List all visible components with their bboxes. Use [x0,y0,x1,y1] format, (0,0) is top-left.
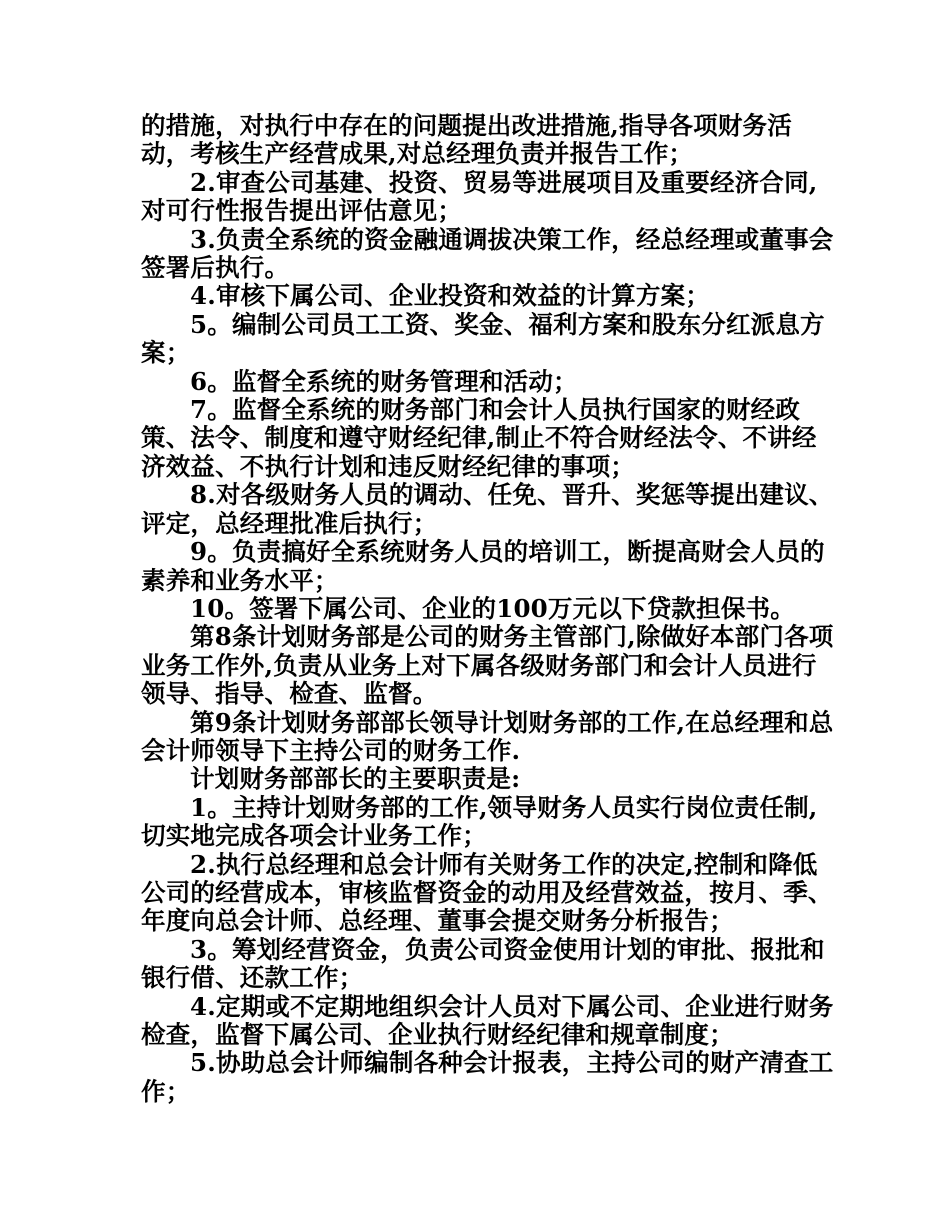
paragraph-5: 5。编制公司员工工资、奖金、福利方案和股东分红派息方案； [141,309,825,368]
paragraph-7: 7。监督全系统的财务部门和会计人员执行国家的财经政策、法令、制度和遵守财经纪律,制止不符合财经法令、不讲经济效益、不执行计划和违反财经纪律的事项； [141,395,817,481]
paragraph-8: 8.对各级财务人员的调动、任免、晋升、奖惩等提出建议、评定，总经理批准后执行； [141,480,834,538]
paragraph-16: 3。筹划经营资金，负责公司资金使用计划的审批、报批和银行借、还款工作； [141,934,825,993]
document-page [141,112,841,1106]
paragraph-10: 10。签署下属公司、企业的100万元以下贷款担保书。 [190,593,795,623]
paragraph-14: 1。主持计划财务部的工作,领导财务人员实行岗位责任制,切实地完成各项会计业务工作； [141,792,818,851]
paragraph-17: 4.定期或不定期地组织会计人员对下属公司、企业进行财务检查，监督下属公司、企业执行财经纪律和规章制度； [141,991,834,1049]
paragraph-9: 9。负责搞好全系统财务人员的培训工，断提高财会人员的素养和业务水平； [141,537,825,595]
paragraph-18: 5.协助总会计师编制各种会计报表，主持公司的财产清查工作； [141,1048,834,1106]
paragraph-13: 计划财务部部长的主要职责是: [190,764,521,794]
paragraph-6: 6。监督全系统的财务管理和活动； [190,366,578,396]
paragraph-3: 3.负责全系统的资金融通调拔决策工作，经总经理或董事会签署后执行。 [141,224,834,283]
paragraph-2: 2.审查公司基建、投资、贸易等进展项目及重要经济合同,对可行性报告提出评估意见； [141,167,818,226]
paragraph-15: 2.执行总经理和总会计师有关财务工作的决定,控制和降低公司的经营成本，审核监督资金的动用及经营效益，按月、季、年度向总会计师、总经理、董事会提交财务分析报告； [141,849,833,936]
paragraph-1: 的措施，对执行中存在的问题提出改进措施,指导各项财务活动，考核生产经营成果,对总经理负责并报告工作； [141,111,792,169]
paragraph-11: 第8条计划财务部是公司的财务主管部门,除做好本部门各项业务工作外,负责从业务上对下属各级财务部门和会计人员进行领导、指导、检查、监督。 [141,622,834,709]
paragraph-4: 4.审核下属公司、企业投资和效益的计算方案； [190,281,710,311]
paragraph-12: 第9条计划财务部部长领导计划财务部的工作,在总经理和总会计师领导下主持公司的财务工作. [141,707,834,765]
